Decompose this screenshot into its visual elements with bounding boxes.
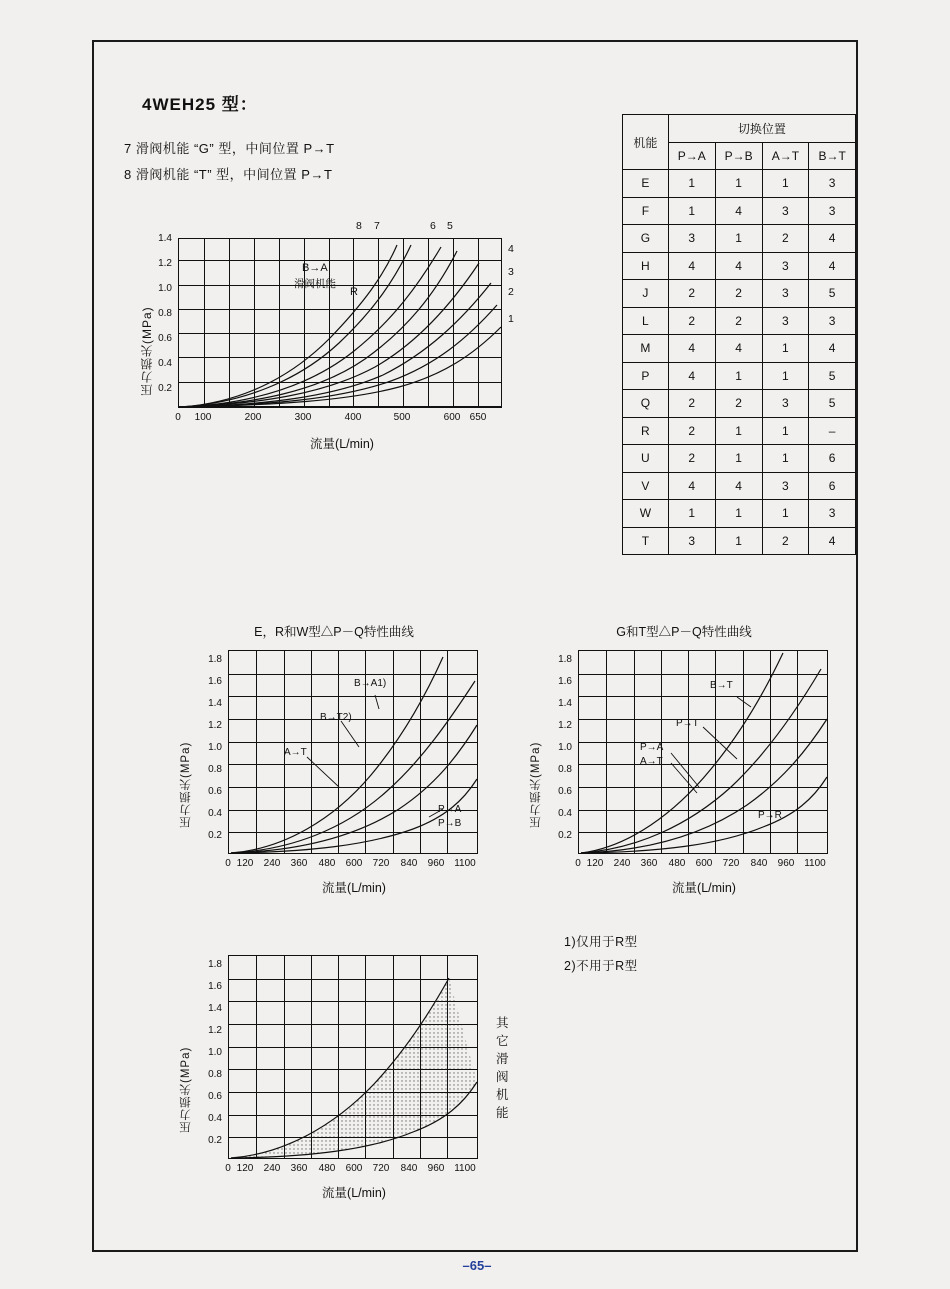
chart-other-ytick-0.6: 0.6 xyxy=(208,1091,222,1102)
table-row xyxy=(623,445,856,473)
footnote-1: 1)仅用于R型 xyxy=(564,935,638,949)
chart-erw-ytick-1.8: 1.8 xyxy=(208,654,222,665)
chart-gt-xtick-960: 960 xyxy=(777,858,795,869)
chart-erw-annotation-ba: B→A1) xyxy=(354,678,387,689)
chart-other-xtick-840: 840 xyxy=(400,1163,418,1174)
chart-erw-xtick-840: 840 xyxy=(400,858,418,869)
table-cell: 3 xyxy=(762,390,809,418)
table-row xyxy=(623,500,856,528)
chart-other-plot xyxy=(228,955,478,1159)
chart-gt-ytick-1.6: 1.6 xyxy=(558,676,572,687)
table-cell: 3 xyxy=(809,307,856,335)
table-cell: 4 xyxy=(809,225,856,253)
chart-gt-ytick-1.8: 1.8 xyxy=(558,654,572,665)
table-row xyxy=(623,197,856,225)
chart-main-ytick-1.0: 1.0 xyxy=(158,283,172,294)
chart-gt-xtick-480: 480 xyxy=(668,858,686,869)
chart-other-curves xyxy=(229,956,479,1160)
chart-gt-annotation-pt: P→T xyxy=(676,718,699,729)
table-cell: 2 xyxy=(668,307,715,335)
table-cell: 2 xyxy=(668,390,715,418)
table-cell: 3 xyxy=(668,225,715,253)
table-cell-name: Q xyxy=(623,390,669,418)
table-row xyxy=(623,390,856,418)
table-cell: 1 xyxy=(715,225,762,253)
chart-other-ytick-0.4: 0.4 xyxy=(208,1113,222,1124)
table-cell: 3 xyxy=(762,307,809,335)
table-col-header-2: A→T xyxy=(762,142,809,170)
chart-other-ytick-1.8: 1.8 xyxy=(208,959,222,970)
table-cell: 2 xyxy=(668,417,715,445)
chart-erw-ylabel: 压力损失(MPa) xyxy=(180,741,192,828)
table-cell: 5 xyxy=(809,362,856,390)
table-cell: 1 xyxy=(762,500,809,528)
chart-erw-ytick-1.2: 1.2 xyxy=(208,720,222,731)
chart-main-xtick-0: 0 xyxy=(175,412,181,423)
table-row xyxy=(623,527,856,555)
table-corner-header: 机能 xyxy=(623,115,669,170)
table-row xyxy=(623,417,856,445)
chart-gt-ylabel: 压力损失(MPa) xyxy=(530,741,542,828)
chart-main-annotation-r: R xyxy=(350,286,358,298)
other-function-label: 其它滑阀机能 xyxy=(496,1016,509,1120)
table-cell: 1 xyxy=(715,417,762,445)
table-row xyxy=(623,335,856,363)
chart-erw-xtick-240: 240 xyxy=(263,858,281,869)
chart-other-ylabel: 压力损失(MPa) xyxy=(180,1046,192,1133)
chart-erw-xtick-480: 480 xyxy=(318,858,336,869)
chart-gt-ytick-0.8: 0.8 xyxy=(558,764,572,775)
chart-gt-xtick-840: 840 xyxy=(750,858,768,869)
table-cell: 2 xyxy=(715,390,762,418)
chart-gt-ytick-0.6: 0.6 xyxy=(558,786,572,797)
chart-other xyxy=(174,927,514,1207)
table-cell-name: W xyxy=(623,500,669,528)
table-row xyxy=(623,472,856,500)
chart-main xyxy=(142,218,662,478)
chart-other-ytick-1.6: 1.6 xyxy=(208,981,222,992)
chart-gt-ytick-1.4: 1.4 xyxy=(558,698,572,709)
table-cell: 4 xyxy=(715,472,762,500)
chart-erw-xtick-960: 960 xyxy=(427,858,445,869)
chart-main-toplabel-8: 8 xyxy=(356,220,362,232)
footnote-2: 2)不用于R型 xyxy=(564,959,638,973)
note-line-1: 7 滑阀机能 “G” 型，中间位置 P→T xyxy=(124,141,335,156)
chart-erw-xtick-720: 720 xyxy=(372,858,390,869)
chart-gt-xlabel: 流量(L/min) xyxy=(672,881,736,895)
table-cell: 4 xyxy=(668,362,715,390)
chart-gt-ytick-1.2: 1.2 xyxy=(558,720,572,731)
table-cell-name: M xyxy=(623,335,669,363)
table-cell: 3 xyxy=(809,170,856,198)
chart-gt-xtick-720: 720 xyxy=(722,858,740,869)
table-cell: 4 xyxy=(668,472,715,500)
table-cell: 1 xyxy=(715,445,762,473)
chart-gt-title: G和T型△P－Q特性曲线 xyxy=(616,625,752,639)
note-line-2: 8 滑阀机能 “T” 型，中间位置 P→T xyxy=(124,167,333,182)
table-cell: 4 xyxy=(715,335,762,363)
chart-main-ytick-0.2: 0.2 xyxy=(158,383,172,394)
page-title: 4WEH25 型： xyxy=(142,95,258,114)
chart-main-ytick-0.8: 0.8 xyxy=(158,308,172,319)
table-cell: 2 xyxy=(715,280,762,308)
chart-other-ytick-1.0: 1.0 xyxy=(208,1047,222,1058)
chart-main-rightlabel-3: 3 xyxy=(508,266,514,278)
table-cell-name: P xyxy=(623,362,669,390)
chart-erw-annotation-pb: P→B xyxy=(438,818,462,829)
table-cell: 1 xyxy=(762,362,809,390)
table-cell: 3 xyxy=(762,252,809,280)
table-cell-name: H xyxy=(623,252,669,280)
table-cell-name: L xyxy=(623,307,669,335)
table-row xyxy=(623,225,856,253)
table-row xyxy=(623,280,856,308)
chart-main-ylabel: 压力损失(MPa) xyxy=(140,306,154,396)
chart-erw-ytick-1.4: 1.4 xyxy=(208,698,222,709)
chart-erw-ytick-0.8: 0.8 xyxy=(208,764,222,775)
chart-gt-curves xyxy=(579,651,829,855)
table-group-header: 切换位置 xyxy=(668,115,855,143)
table-cell: 5 xyxy=(809,390,856,418)
table-cell: 6 xyxy=(809,472,856,500)
page-number: –65– xyxy=(462,1258,492,1273)
chart-erw xyxy=(174,622,494,902)
chart-other-ytick-1.2: 1.2 xyxy=(208,1025,222,1036)
chart-main-rightlabel-2: 2 xyxy=(508,286,514,298)
table-row xyxy=(623,170,856,198)
table-cell: 1 xyxy=(762,445,809,473)
table-cell-name: G xyxy=(623,225,669,253)
chart-other-xtick-480: 480 xyxy=(318,1163,336,1174)
chart-main-xtick-500: 500 xyxy=(393,412,411,423)
chart-other-xtick-0: 0 xyxy=(225,1163,231,1174)
table-cell: 1 xyxy=(668,170,715,198)
chart-gt-ytick-1.0: 1.0 xyxy=(558,742,572,753)
table-cell: 1 xyxy=(762,335,809,363)
chart-main-xtick-650: 650 xyxy=(469,412,487,423)
table-cell: 3 xyxy=(809,197,856,225)
chart-gt-xtick-240: 240 xyxy=(613,858,631,869)
table-cell-name: F xyxy=(623,197,669,225)
chart-other-ytick-1.4: 1.4 xyxy=(208,1003,222,1014)
table-cell: 6 xyxy=(809,445,856,473)
table-cell: – xyxy=(809,417,856,445)
table-cell-name: J xyxy=(623,280,669,308)
chart-other-xlabel: 流量(L/min) xyxy=(322,1186,386,1200)
table-cell: 1 xyxy=(715,362,762,390)
chart-main-toplabel-5: 5 xyxy=(447,220,453,232)
chart-gt-xtick-1100: 1100 xyxy=(804,858,826,869)
chart-main-annotation-ba: B→A xyxy=(302,262,328,274)
table-header-row-1 xyxy=(623,115,856,143)
table-cell: 4 xyxy=(668,335,715,363)
chart-other-xtick-960: 960 xyxy=(427,1163,445,1174)
chart-erw-xtick-360: 360 xyxy=(290,858,308,869)
table-row xyxy=(623,362,856,390)
chart-other-xtick-360: 360 xyxy=(290,1163,308,1174)
table-cell: 2 xyxy=(668,445,715,473)
chart-other-ytick-0.2: 0.2 xyxy=(208,1135,222,1146)
table-cell: 4 xyxy=(715,197,762,225)
chart-erw-annotation-pa: P→A xyxy=(438,804,462,815)
chart-erw-annotation-at: A→T xyxy=(284,747,307,758)
chart-gt-annotation-pa: P→A xyxy=(640,742,664,753)
function-table xyxy=(622,114,856,555)
page-frame xyxy=(92,40,858,1273)
table-cell: 1 xyxy=(715,170,762,198)
chart-erw-ytick-0.4: 0.4 xyxy=(208,808,222,819)
table-row xyxy=(623,307,856,335)
chart-erw-xtick-120: 120 xyxy=(236,858,254,869)
chart-erw-title: E，R和W型△P－Q特性曲线 xyxy=(254,625,414,639)
chart-gt-xtick-360: 360 xyxy=(640,858,658,869)
table-cell: 4 xyxy=(809,252,856,280)
chart-gt-xtick-0: 0 xyxy=(575,858,581,869)
chart-gt-annotation-bt: B→T xyxy=(710,680,733,691)
table-cell: 2 xyxy=(762,225,809,253)
chart-gt-xtick-120: 120 xyxy=(586,858,604,869)
chart-main-plot xyxy=(178,238,502,408)
chart-gt-xtick-600: 600 xyxy=(695,858,713,869)
chart-main-xtick-600: 600 xyxy=(443,412,461,423)
chart-erw-ytick-0.2: 0.2 xyxy=(208,830,222,841)
table-cell: 2 xyxy=(668,280,715,308)
chart-main-xtick-200: 200 xyxy=(244,412,262,423)
chart-gt-plot xyxy=(578,650,828,854)
chart-main-ytick-1.4: 1.4 xyxy=(158,233,172,244)
table-cell: 1 xyxy=(715,527,762,555)
table-cell: 4 xyxy=(668,252,715,280)
table-cell-name: T xyxy=(623,527,669,555)
table-cell: 4 xyxy=(715,252,762,280)
chart-main-xtick-300: 300 xyxy=(294,412,312,423)
chart-main-curves xyxy=(179,239,503,409)
table-row xyxy=(623,252,856,280)
table-cell: 1 xyxy=(762,417,809,445)
chart-other-xtick-720: 720 xyxy=(372,1163,390,1174)
table-cell-name: U xyxy=(623,445,669,473)
table-cell: 3 xyxy=(762,280,809,308)
chart-erw-ytick-1.0: 1.0 xyxy=(208,742,222,753)
chart-erw-ytick-0.6: 0.6 xyxy=(208,786,222,797)
chart-gt-annotation-pr: P→R xyxy=(758,810,782,821)
chart-gt xyxy=(524,622,844,902)
chart-main-toplabel-6: 6 xyxy=(430,220,436,232)
chart-other-xtick-120: 120 xyxy=(236,1163,254,1174)
chart-main-xtick-400: 400 xyxy=(344,412,362,423)
table-cell: 1 xyxy=(668,197,715,225)
table-cell: 3 xyxy=(762,472,809,500)
table-cell: 3 xyxy=(668,527,715,555)
chart-main-ytick-0.6: 0.6 xyxy=(158,333,172,344)
table-cell: 4 xyxy=(809,335,856,363)
table-cell-name: R xyxy=(623,417,669,445)
chart-other-xtick-1100: 1100 xyxy=(454,1163,476,1174)
chart-main-rightlabel-1: 1 xyxy=(508,313,514,325)
table-cell: 1 xyxy=(715,500,762,528)
table-cell: 4 xyxy=(809,527,856,555)
chart-gt-ytick-0.4: 0.4 xyxy=(558,808,572,819)
chart-main-ytick-0.4: 0.4 xyxy=(158,358,172,369)
chart-erw-xtick-600: 600 xyxy=(345,858,363,869)
chart-other-xtick-240: 240 xyxy=(263,1163,281,1174)
chart-erw-annotation-bt: B→T2) xyxy=(320,712,352,723)
table-cell: 2 xyxy=(762,527,809,555)
table-cell: 1 xyxy=(762,170,809,198)
table-cell: 1 xyxy=(668,500,715,528)
chart-other-ytick-0.8: 0.8 xyxy=(208,1069,222,1080)
table-cell-name: E xyxy=(623,170,669,198)
table-cell: 3 xyxy=(809,500,856,528)
chart-main-xtick-100: 100 xyxy=(194,412,212,423)
chart-erw-ytick-1.6: 1.6 xyxy=(208,676,222,687)
chart-gt-annotation-at: A→T xyxy=(640,756,663,767)
table-col-header-3: B→T xyxy=(809,142,856,170)
chart-erw-xtick-0: 0 xyxy=(225,858,231,869)
chart-main-annotation-function: 滑阀机能 xyxy=(294,278,336,290)
chart-main-toplabel-7: 7 xyxy=(374,220,380,232)
table-cell: 3 xyxy=(762,197,809,225)
chart-erw-xlabel: 流量(L/min) xyxy=(322,881,386,895)
chart-erw-xtick-1100: 1100 xyxy=(454,858,476,869)
chart-main-xlabel: 流量(L/min) xyxy=(310,437,374,451)
table-cell: 5 xyxy=(809,280,856,308)
chart-other-xtick-600: 600 xyxy=(345,1163,363,1174)
table-col-header-0: P→A xyxy=(668,142,715,170)
chart-main-ytick-1.2: 1.2 xyxy=(158,258,172,269)
table-cell-name: V xyxy=(623,472,669,500)
chart-gt-ytick-0.2: 0.2 xyxy=(558,830,572,841)
table-cell: 2 xyxy=(715,307,762,335)
chart-main-rightlabel-4: 4 xyxy=(508,243,514,255)
table-col-header-1: P→B xyxy=(715,142,762,170)
